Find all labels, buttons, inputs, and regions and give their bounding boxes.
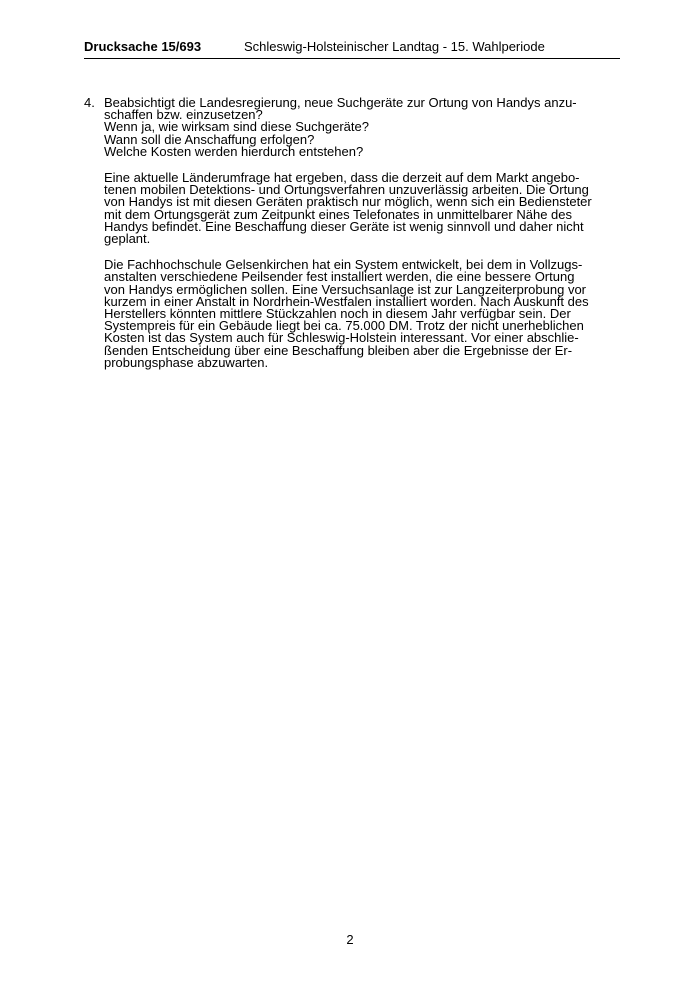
paragraph-line: Kosten ist das System auch für Schleswig-Holstein interessant. Vor einer abschlie- (104, 330, 579, 346)
document-body (84, 97, 620, 369)
paragraph-line: ßenden Entscheidung über eine Beschaffung bleiben aber die Ergebnisse der Er- (104, 342, 573, 358)
question-number: 4. (84, 95, 95, 110)
paragraph-line: Eine aktuelle Länderumfrage hat ergeben, dass die derzeit auf dem Markt angebo- (104, 170, 580, 186)
paragraph-line: anstalten verschiedene Peilsender fest installiert werden, die eine bessere Ortung (104, 269, 575, 285)
paragraph-line: von Handys ist mit diesen Geräten praktisch nur möglich, wenn sich ein Bediensteter (104, 194, 592, 210)
paragraph-line: mit dem Ortungsgerät zum Zeitpunkt eines Telefonates in unmittelbarer Nähe des (104, 206, 572, 222)
answer-paragraph (84, 172, 620, 245)
paragraph-line: Herstellers könnten mittlere Stückzahlen noch in diesem Jahr verfügbar sein. Der (104, 306, 571, 322)
question-line: Wenn ja, wie wirksam sind diese Suchgeräte? (104, 119, 369, 135)
question-line: schaffen bzw. einzusetzen? (104, 107, 263, 123)
page-number: 2 (346, 932, 354, 947)
paragraph-line: probungsphase abzuwarten. (104, 354, 269, 370)
question-line: Wann soll die Anschaffung erfolgen? (104, 131, 315, 147)
page-header (84, 38, 618, 58)
question-line: Beabsichtigt die Landesregierung, neue Suchgeräte zur Ortung von Handys anzu- (104, 95, 577, 110)
paragraph-line: Handys befindet. Eine Beschaffung dieser Geräte ist wenig sinnvoll und daher nicht (104, 218, 584, 234)
paragraph-line: kurzem in einer Anstalt in Nordrhein-Westfalen installiert worden. Nach Auskunft des (104, 293, 589, 309)
paragraph-line: geplant. (104, 231, 151, 247)
paragraph-line: Systempreis für ein Gebäude liegt bei ca. 75.000 DM. Trotz der nicht unerheblichen (104, 318, 584, 334)
question-block (84, 97, 620, 158)
parliament-title: Schleswig-Holsteinischer Landtag - 15. Wahlperiode (244, 39, 545, 54)
paragraph-line: Die Fachhochschule Gelsenkirchen hat ein System entwickelt, bei dem in Vollzugs- (104, 257, 583, 273)
paragraph-line: von Handys ermöglichen sollen. Eine Versuchsanlage ist zur Langzeiterprobung vor (104, 281, 587, 297)
question-line: Welche Kosten werden hierdurch entstehen? (104, 143, 364, 159)
header-divider (84, 58, 620, 59)
answer-paragraph (84, 259, 620, 369)
paragraph-line: tenen mobilen Detektions- und Ortungsverfahren unzuverlässig arbeiten. Die Ortung (104, 182, 589, 198)
document-number: Drucksache 15/693 (84, 39, 202, 54)
